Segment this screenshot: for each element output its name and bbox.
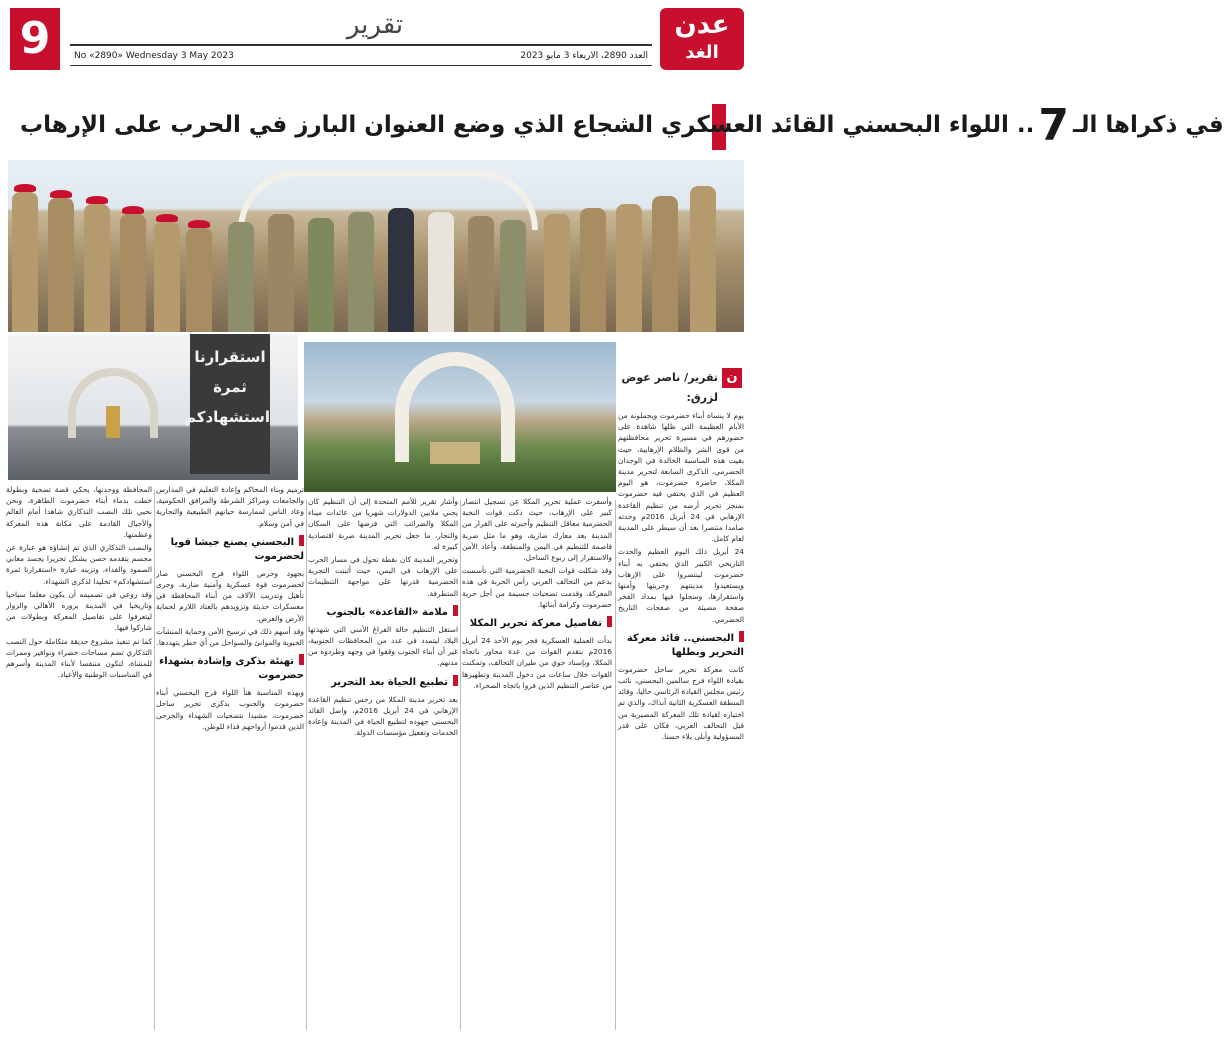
paragraph: وبهذه المناسبة هنأ اللواء فرج البحسني أبناء حضرموت والجنوب بذكرى تحرير ساحل حضرموت، مشيدا بتضحيات الشهداء والجرحى الذين قدموا أرواحهم فداء للوطن. (156, 688, 304, 731)
paragraph: بجهود وحرص اللواء فرج البحسني صار لحضرموت قوة عسكرية وأمنية ضاربة، وجرى تأهيل وتدريب الآلاف من أبناء المحافظة في معسكرات حديثة وتزويدهم بالعتاد اللازم لحماية الأرض والعرض. (156, 568, 304, 623)
issue-line (70, 44, 652, 66)
subheading: البحسني.. قائد معركة التحرير وبطلها (618, 631, 744, 660)
article-column-4 (156, 484, 304, 1030)
memorial-base (430, 442, 480, 464)
headline-pre: في ذكراها الـ (1073, 112, 1224, 138)
column-rule (460, 500, 461, 1030)
page-number: 9 (10, 8, 60, 70)
issue-english: No «2890» Wednesday 3 May 2023 (74, 50, 234, 61)
soldiers-group-right (544, 182, 744, 332)
paragraph: ترميم وبناء المحاكم وإعادة التعليم في المدارس والجامعات ومراكز الشرطة والمرافق الحكومية، وعاد الناس لممارسة حياتهم الطبيعية والتجارية في أمن وسلام. (156, 485, 304, 528)
column-rule (615, 500, 616, 1030)
paragraph: بدأت العملية العسكرية فجر يوم الأحد 24 أبريل 2016م بتقدم القوات من عدة محاور باتجاه المكلا، وبإسناد جوي من طيران التحالف، وتمكنت القوات خلال ساعات من دخول المدينة وتطهيرها من عناصر التنظيم الذين فروا باتجاه الصحراء. (462, 636, 612, 690)
column-rule (154, 490, 155, 1030)
subheading: تطبيع الحياة بعد التحرير (308, 675, 458, 690)
article-column-1 (618, 410, 744, 1030)
paragraph: يوم لا ينساه أبناء حضرموت ويحملونه من الأيام العظيمة التي ظلها شاهدة على حضورهم في مسيرة تحرير محافظتهم من قوى الشر والظلام الإرهابية، حيث بقيت هذه المناسبة الخالدة في الوجدان الحضرمي، الذكرى السابعة لتحرير مدينة المكلا، حاضرة حضرموت، هو اليوم العظيم في الذي يحتفي فيه حضرموت بمنجز تحرير أرضه من تنظيم القاعدة الإرهابي في 24 أبريل 2016م وحدته صامدا منتصرا بعد أن سيطر على المدينة لعام كامل. (618, 411, 744, 544)
newspaper-logo (660, 8, 744, 70)
monument-statue (106, 406, 120, 438)
paragraph: استغل التنظيم حالة الفراغ الأمني التي شهدتها البلاد ليتمدد في عدد من المحافظات الجنوبية، غير أن أبناء الجنوب وقفوا في وجهه وطردوه من مدنهم. (308, 624, 458, 668)
paragraph: بعد تحرير مدينة المكلا من رجس تنظيم القاعدة الإرهابي في 24 أبريل 2016م، واصل القائد البحسني جهوده لتطبيع الحياة في المدينة وإعادة الخدمات وتفعيل مؤسسات الدولة. (308, 694, 458, 738)
officials-group (228, 202, 528, 332)
column-rule (306, 500, 307, 1030)
memorial-sign: استقرارنا ثمرة استشهادكم (190, 334, 270, 474)
article-column-3 (308, 496, 458, 1030)
subheading: ملامة «القاعدة» بالجنوب (308, 605, 458, 620)
headline-number: 7 (1038, 99, 1069, 151)
byline: تقرير/ ناصر عوض لزرق: (621, 371, 718, 404)
paragraph: وقد شكلت قوات النخبة الحضرمية التي تأسست بدعم من التحالف العربي رأس الحربة في هذه المعركة، وقدمت تضحيات جسيمة من أجل حرية حضرموت وكرامة أبنائها. (462, 566, 612, 609)
paragraph: كانت معركة تحرير ساحل حضرموت بقيادة اللواء فرج سالمين البحسني، نائب رئيس مجلس القيادة الرئاسي حاليا، وقائد المنطقة العسكرية الثانية آنذاك، والذي تم اختياره لقيادة تلك المعركة المصيرية من قبل التحالف العربي، فكان على قدر المسؤولية وأبلى بلاء حسنا. (618, 664, 744, 742)
soldiers-group-left (8, 182, 218, 332)
byline-icon: ن (722, 368, 742, 388)
parade-photo (8, 160, 744, 332)
logo-line-2: الغد (685, 42, 719, 63)
paragraph: وأشار تقرير للأمم المتحدة إلى أن التنظيم كان يجني ملايين الدولارات شهريا من عائدات ميناء المكلا والضرائب التي فرضها على السكان والتجار، ما جعل تحرير المدينة ضربة اقتصادية كبيرة له. (308, 497, 458, 551)
subheading: تفاصيل معركة تحرير المكلا (462, 616, 612, 631)
article-column-5 (6, 484, 152, 1030)
paragraph: وتحرير المدينة كان نقطة تحول في مسار الحرب على الإرهاب في اليمن، حيث أثبتت التجربة الحضرمية قدرتها على مواجهة التنظيمات المتطرفة. (308, 555, 458, 598)
paragraph: وقد روعي في تصميمه أن يكون معلما سياحيا وتاريخيا في المدينة يزوره الأهالي والزوار ليتعرفوا على تفاصيل المعركة وبطولات من شاركوا فيها. (6, 589, 152, 633)
logo-line-1: عدن (674, 10, 730, 40)
issue-arabic: العدد 2890، الاربعاء 3 مايو 2023 (520, 50, 648, 61)
headline (20, 96, 1224, 154)
subheading: البحسني يصنع جيشا قويا لحضرموت (156, 535, 304, 564)
section-title: تقرير (346, 10, 404, 40)
paragraph: 24 أبريل ذلك اليوم العظيم والحدث التاريخي الكبير الذي يحتفي به أبناء حضرموت لينتصروا على الإرهاب ويستعيدوا مدينتهم وحريتها وأمنها واستقرارها، وسجلوا فيها بمداد الفخر صفحة مضيئة من صفحات التاريخ الحضرمي. (618, 547, 744, 624)
paragraph: والنصب التذكاري الذي تم إنشاؤه هو عبارة عن مجسم يتقدمه حصن يشكل تحريرا يجسد معاني الصمود والفداء، وتزينه عبارة «استقرارنا ثمرة استشهادكم» تخليدا لذكرى الشهداء. (6, 543, 152, 586)
paragraph: كما تم تنفيذ مشروع حديقة متكاملة حول النصب التذكاري تضم مساحات خضراء ونوافير وممرات للمشاة، لتكون متنفسا لأبناء المدينة وأسرهم في المناسبات الوطنية والأعياد. (6, 636, 152, 680)
article-column-2 (462, 496, 612, 1030)
paragraph: وقد أسهم ذلك في ترسيخ الأمن وحماية المنشآت الحيوية والموانئ والسواحل من أي خطر يتهددها. (156, 626, 304, 648)
paragraph: وأسفرت عملية تحرير المكلا عن تسجيل انتصار كبير على الإرهاب، حيث دكت قوات النخبة الحضرمية معاقل التنظيم وأجبرته على الفرار من المدينة بعد معارك ضارية، وهو ما مثل ضربة قاصمة للتنظيم في اليمن والمنطقة، وأعاد الأمن والاستقرار إلى ربوع الساحل. (462, 497, 612, 563)
headline-post: .. اللواء البحسني القائد العسكري الشجاع الذي وضع العنوان البارز في الحرب على الإرهاب (20, 112, 1035, 138)
paragraph: المحافظة ووحدتها، يحكي قصة تضحية وبطولة خطت بدماء أبناء حضرموت الطاهرة، ونحن نحيي تلك النصب التذكاري شاهدا أمام العالم والأجيال القادمة على مكانة هذه المعركة وعظمتها. (6, 485, 152, 539)
subheading: تهنئة بذكرى وإشادة بشهداء حضرموت (156, 654, 304, 683)
